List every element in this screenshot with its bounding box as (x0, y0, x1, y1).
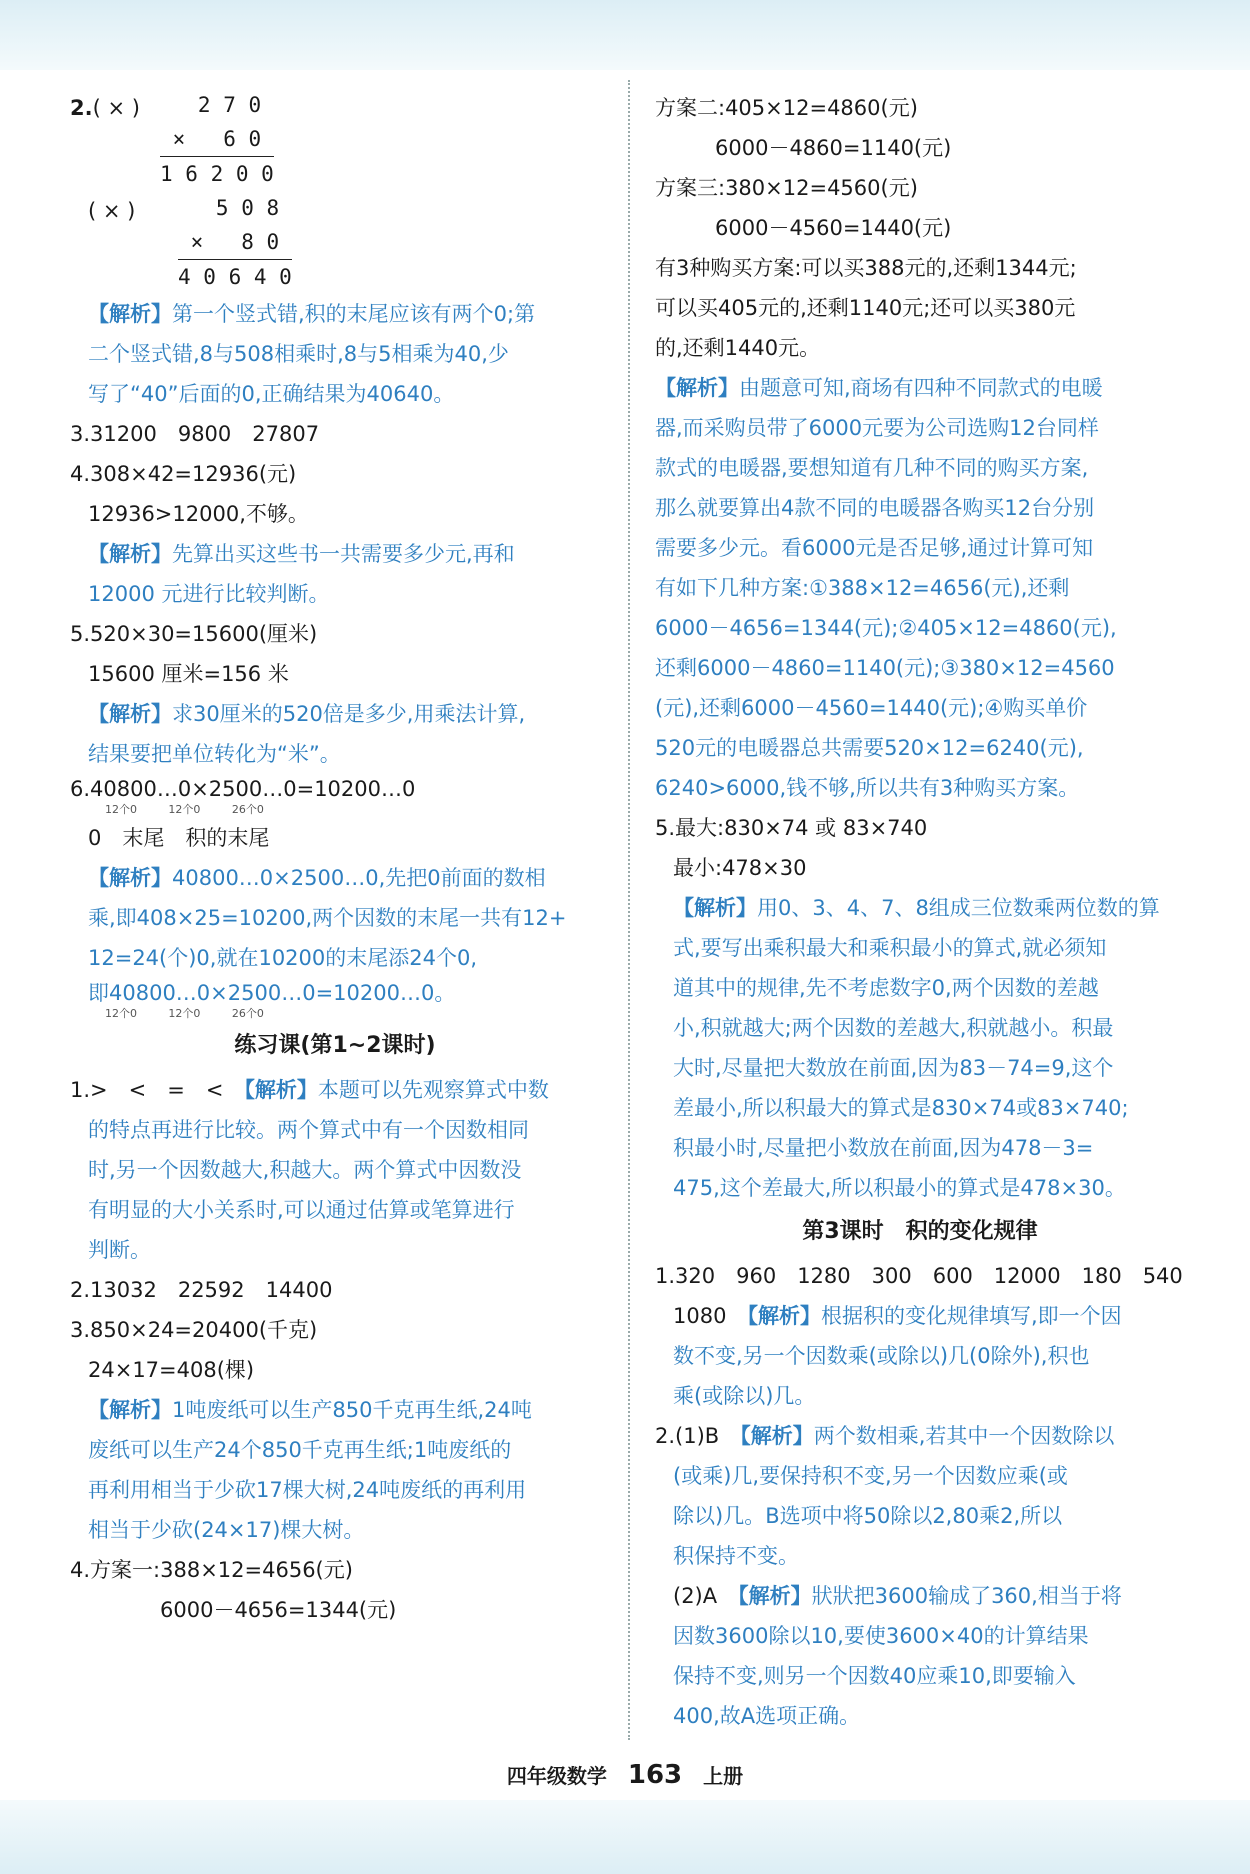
left-column (70, 88, 600, 1630)
p1-analysis-line: 的特点再进行比较。两个算式中有一个因数相同 (88, 1118, 529, 1142)
q4-plan-analysis-line: 款式的电暖器,要想知道有几种不同的购买方案, (655, 456, 1089, 480)
q2-analysis-line: 写了“40”后面的0,正确结果为40640。 (88, 382, 455, 406)
q5-line1: 5.520×30=15600(厘米) (70, 622, 318, 646)
r2b-analysis-line: 因数3600除以10,要使3600×40的计算结果 (673, 1624, 1089, 1648)
q4-plan-analysis: 【解析】由题意可知,商场有四种不同款式的电暖 (655, 376, 1103, 400)
r5-analysis-line: 差最小,所以积最大的算式是830×74或83×740; (673, 1096, 1129, 1120)
top-decorative-band (0, 0, 1250, 70)
q4-line1: 4.308×42=12936(元) (70, 462, 297, 486)
q4-analysis: 【解析】先算出买这些书一共需要多少元,再和 (88, 542, 515, 566)
q6-analysis-line: 乘,即408×25=10200,两个因数的末尾一共有12+ (88, 906, 567, 930)
q6-analysis-line: 即40800…0×2500…0=10200…0。 (88, 981, 456, 1005)
q3-answer: 3.31200 9800 27807 (70, 422, 320, 446)
r5-line1: 5.最大:830×74 或 83×740 (655, 816, 928, 840)
q2-first-calc: 2.( × ) 2 7 0 × 6 0 1 6 2 0 0 (70, 88, 600, 191)
right-column (655, 88, 1185, 1736)
q4-plan-analysis-line: 6240>6000,钱不够,所以共有3种购买方案。 (655, 776, 1080, 800)
plan-3: 方案三:380×12=4560(元) (655, 176, 918, 200)
q4-plan-analysis-line: (元),还剩6000－4560=1440(元);④购买单价 (655, 696, 1088, 720)
r5-analysis-line: 大时,尽量把大数放在前面,因为83－74=9,这个 (673, 1056, 1114, 1080)
q6-analysis: 【解析】40800…0×2500…0,先把0前面的数相 (88, 866, 546, 890)
q4-plan-analysis-line: 还剩6000－4860=1140(元);③380×12=4560 (655, 656, 1115, 680)
r2a-line: 2.(1)B 【解析】两个数相乘,若其中一个因数除以 (655, 1424, 1115, 1448)
footer-volume: 上册 (703, 1764, 744, 1788)
q4-plan-analysis-line: 器,而采购员带了6000元要为公司选购12台同样 (655, 416, 1099, 440)
plan-2: 方案二:405×12=4860(元) (655, 96, 918, 120)
q5-analysis-line: 结果要把单位转化为“米”。 (88, 742, 341, 766)
r2b-analysis-line: 400,故A选项正确。 (673, 1704, 861, 1728)
p3-analysis-line: 相当于少砍(24×17)棵大树。 (88, 1518, 365, 1542)
p1-analysis-line: 判断。 (88, 1238, 151, 1262)
column-divider (628, 80, 630, 1740)
r1-analysis-line: 数不变,另一个因数乘(或除以)几(0除外),积也 (673, 1344, 1090, 1368)
vertical-calculation-1: 2 7 0 × 6 0 1 6 2 0 0 (160, 93, 274, 186)
p2-answer: 2.13032 22592 14400 (70, 1278, 333, 1302)
r2a-analysis-line: 积保持不变。 (673, 1544, 799, 1568)
q4-plan-analysis-line: 有如下几种方案:①388×12=4656(元),还剩 (655, 576, 1070, 600)
p3-analysis: 【解析】1吨废纸可以生产850千克再生纸,24吨 (88, 1398, 532, 1422)
summary-line: 可以买405元的,还剩1140元;还可以买380元 (655, 296, 1076, 320)
r1-analysis-line: 乘(或除以)几。 (673, 1384, 816, 1408)
q4-analysis-line: 12000 元进行比较判断。 (88, 582, 330, 606)
q4-plan-analysis-line: 6000－4656=1344(元);②405×12=4860(元), (655, 616, 1117, 640)
bottom-decorative-band (0, 1800, 1250, 1874)
q6-analysis-line: 12=24(个)0,就在10200的末尾添24个0, (88, 946, 478, 970)
plan-3-remaining: 6000－4560=1440(元) (715, 216, 952, 240)
r5-analysis: 【解析】用0、3、4、7、8组成三位数乘两位数的算 (673, 896, 1160, 920)
q4-plan-analysis-line: 那么就要算出4款不同的电暖器各购买12台分别 (655, 496, 1095, 520)
page-number: 163 (627, 1760, 683, 1790)
q6-line1: 6.40800…0×2500…0=10200…0 (70, 777, 416, 801)
q4-plan-analysis-line: 需要多少元。看6000元是否足够,通过计算可知 (655, 536, 1094, 560)
vertical-calculation-2: 5 0 8 × 8 0 4 0 6 4 0 (178, 196, 292, 289)
page-footer (0, 1760, 1250, 1790)
r5-analysis-line: 小,积就越大;两个因数的差越大,积就越小。积最 (673, 1016, 1114, 1040)
q2-analysis: 【解析】第一个竖式错,积的末尾应该有两个0;第 (88, 302, 536, 326)
r2b-line: (2)A 【解析】狀狀把3600输成了360,相当于将 (673, 1584, 1122, 1608)
q6-brace-labels-2: 12个0 12个0 26个0 (70, 1007, 264, 1020)
p4-line1: 4.方案一:388×12=4656(元) (70, 1558, 353, 1582)
q5-analysis: 【解析】求30厘米的520倍是多少,用乘法计算, (88, 702, 526, 726)
practice-section-title: 练习课(第1~2课时) (234, 1033, 436, 1058)
r2a-analysis-line: 除以)几。B选项中将50除以2,80乘2,所以 (673, 1504, 1063, 1528)
plan-2-remaining: 6000－4860=1140(元) (715, 136, 952, 160)
summary-line: 有3种购买方案:可以买388元的,还剩1344元; (655, 256, 1077, 280)
p3-line2: 24×17=408(棵) (88, 1358, 255, 1382)
r5-analysis-line: 积最小时,尽量把小数放在前面,因为478－3= (673, 1136, 1094, 1160)
q5-line2: 15600 厘米=156 米 (88, 662, 289, 686)
r5-analysis-line: 式,要写出乘积最大和乘积最小的算式,就必须知 (673, 936, 1107, 960)
r1-line2: 1080 【解析】根据积的变化规律填写,即一个因 (673, 1304, 1122, 1328)
q2-second-calc: ( × ) 5 0 8 × 8 0 4 0 6 4 0 (70, 191, 600, 294)
r2a-analysis-line: (或乘)几,要保持积不变,另一个因数应乘(或 (673, 1464, 1068, 1488)
p3-line1: 3.850×24=20400(千克) (70, 1318, 318, 1342)
r5-analysis-line: 475,这个差最大,所以积最小的算式是478×30。 (673, 1176, 1126, 1200)
q2-analysis-line: 二个竖式错,8与508相乘时,8与5相乘为40,少 (88, 342, 509, 366)
q4-line2: 12936>12000,不够。 (88, 502, 309, 526)
q6-line2: 0 末尾 积的末尾 (88, 826, 270, 850)
r5-analysis-line: 道其中的规律,先不考虑数字0,两个因数的差越 (673, 976, 1099, 1000)
p1-answer: 1.> < = < 【解析】本题可以先观察算式中数 (70, 1078, 549, 1102)
footer-grade-subject: 四年级数学 (506, 1764, 607, 1788)
summary-line: 的,还剩1440元。 (655, 336, 821, 360)
r2b-analysis-line: 保持不变,则另一个因数40应乘10,即要输入 (673, 1664, 1076, 1688)
lesson3-title: 第3课时 积的变化规律 (802, 1219, 1038, 1244)
p3-analysis-line: 废纸可以生产24个850千克再生纸;1吨废纸的 (88, 1438, 512, 1462)
p1-analysis-line: 时,另一个因数越大,积越大。两个算式中因数没 (88, 1158, 522, 1182)
q6-brace-labels: 12个0 12个0 26个0 (70, 803, 264, 816)
p4-line2: 6000－4656=1344(元) (160, 1598, 397, 1622)
r5-line2: 最小:478×30 (673, 856, 807, 880)
r1-line1: 1.320 960 1280 300 600 12000 180 540 (655, 1264, 1183, 1288)
p1-analysis-line: 有明显的大小关系时,可以通过估算或笔算进行 (88, 1198, 515, 1222)
q4-plan-analysis-line: 520元的电暖器总共需要520×12=6240(元), (655, 736, 1084, 760)
p3-analysis-line: 再利用相当于少砍17棵大树,24吨废纸的再利用 (88, 1478, 527, 1502)
